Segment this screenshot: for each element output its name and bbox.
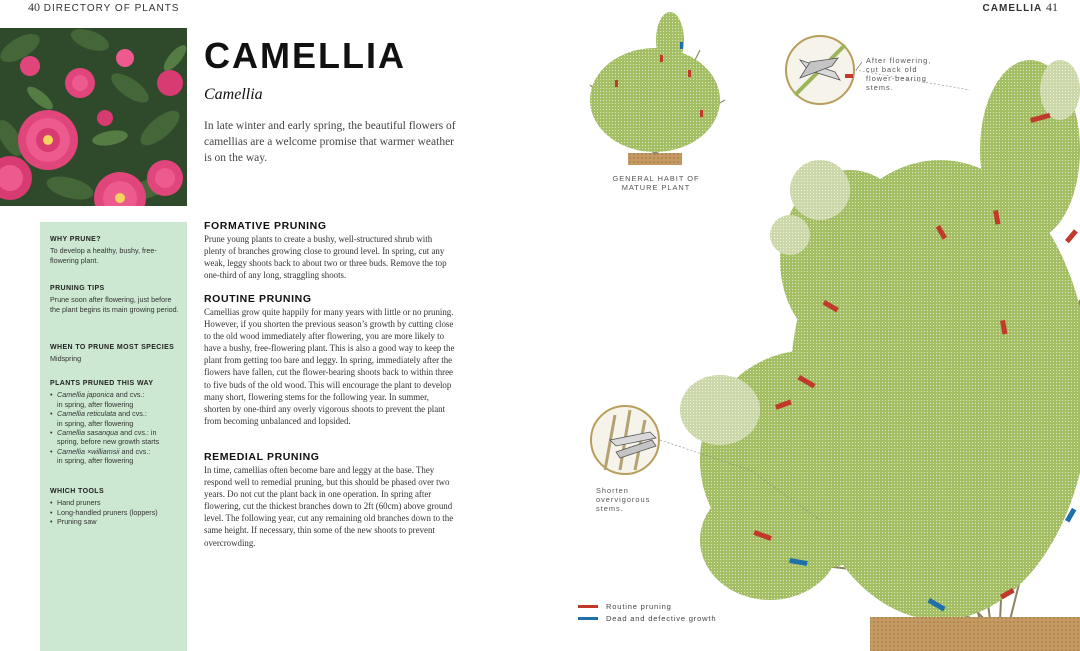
list-item: • Hand pruners bbox=[50, 498, 182, 507]
shrub-foliage bbox=[680, 60, 1080, 620]
after-flowering-detail bbox=[786, 36, 862, 104]
species-name: Camellia sasanqua bbox=[57, 428, 119, 438]
species-name: Camellia japonica bbox=[57, 390, 114, 400]
species-name: Camellia reticulata bbox=[57, 409, 117, 419]
legend-label: Routine pruning bbox=[606, 601, 672, 611]
when-to-prune-text: Midspring bbox=[50, 354, 82, 364]
habit-caption: GENERAL HABIT OF MATURE PLANT bbox=[612, 174, 700, 192]
species-suffix: and cvs.: in bbox=[118, 428, 157, 438]
shorten-detail bbox=[591, 406, 659, 474]
shrub-illustration-art bbox=[560, 0, 1080, 651]
species-detail: in spring, after flowering bbox=[57, 456, 134, 466]
why-prune-text: To develop a healthy, bushy, free-flowering plant. bbox=[50, 246, 157, 265]
routine-pruning-heading: ROUTINE PRUNING bbox=[204, 293, 312, 305]
plants-pruned-list bbox=[50, 390, 182, 465]
list-item: • Pruning saw bbox=[50, 517, 182, 526]
remedial-pruning-heading: REMEDIAL PRUNING bbox=[204, 451, 320, 463]
why-prune-section bbox=[50, 235, 182, 265]
routine-swatch bbox=[578, 605, 598, 608]
legend-label: Dead and defective growth bbox=[606, 613, 717, 623]
pruning-illustration bbox=[560, 0, 1080, 651]
list-item bbox=[50, 390, 182, 409]
species-name: Camellia ×williamsii bbox=[57, 446, 120, 456]
species-detail: spring, before new growth starts bbox=[57, 437, 160, 447]
camellia-photo bbox=[0, 28, 187, 206]
left-page-number: 40 bbox=[28, 0, 40, 14]
species-detail: in spring, after flowering bbox=[57, 399, 134, 409]
legend-item-defective bbox=[578, 612, 716, 624]
left-running-title: DIRECTORY OF PLANTS bbox=[43, 3, 180, 14]
formative-pruning-heading: FORMATIVE PRUNING bbox=[204, 220, 327, 232]
species-suffix: and cvs.: bbox=[119, 446, 151, 456]
plants-pruned-heading: PLANTS PRUNED THIS WAY bbox=[50, 380, 154, 387]
pruning-tips-text: Prune soon after flowering, just before the plant begins its main growing period. bbox=[50, 295, 179, 314]
when-to-prune-heading: WHEN TO PRUNE MOST SPECIES bbox=[50, 344, 175, 351]
defective-swatch bbox=[578, 617, 598, 620]
species-suffix: and cvs.: bbox=[116, 409, 147, 419]
plant-latin-name: Camellia bbox=[204, 86, 263, 103]
soil-base bbox=[870, 617, 1080, 651]
list-item bbox=[50, 409, 182, 428]
list-item bbox=[50, 428, 182, 447]
plant-intro: In late winter and early spring, the beautiful flowers of camellias are a welcome promise that warmer weather is on the way. bbox=[204, 120, 456, 164]
pruning-legend bbox=[578, 600, 716, 624]
legend-item-routine bbox=[578, 600, 716, 612]
plants-pruned-section bbox=[50, 379, 182, 466]
formative-pruning-body: Prune young plants to create a bushy, well-structured shrub with plenty of branches growing close to ground level. In spring, cut any weak, leggy shoots back to about two or three buds. Remove the top one-third of any long, straggling shoots. bbox=[204, 234, 447, 281]
why-prune-heading: WHY PRUNE? bbox=[50, 236, 101, 243]
routine-pruning-body: Camellias grow quite happily for many years with little or no pruning. However, if you shorten the previous season’s growth by cutting close to the old wood immediately after flowering, you are more likely to have a bushy, free-flowering plant. This is also a good way to keep the plant from getting too bare and leggy. In spring, immediately after the flowers have fallen, cut the flower-bearing shoots back to within three to five buds of the old wood. This will encourage the plant to develop many short, flowering stems for the following year. In summer, shorten by one-third any overly vigorous shoots to prevent the plant from becoming unbalanced and lopsided. bbox=[204, 307, 455, 426]
plant-title: CAMELLIA bbox=[204, 35, 406, 76]
pruning-tips-section bbox=[50, 284, 182, 314]
list-item bbox=[50, 447, 182, 466]
right-running-title: CAMELLIA bbox=[982, 3, 1043, 14]
shorten-caption: Shorten overvigorous stems. bbox=[596, 486, 651, 513]
info-sidebar bbox=[40, 222, 187, 651]
when-to-prune-section bbox=[50, 343, 182, 364]
remedial-pruning-body: In time, camellias often become bare and leggy at the base. They respond well to remedial pruning, but this should be phased over two years. Do not cut the plant back in one operation. In spring after flowering, cut the thickest branches down to 2ft (60cm) above ground level. The following year, cut any remaining old branches down to the same height. If necessary, thin some of the new shoots to prevent overcrowding. bbox=[204, 465, 454, 548]
habit-sketch bbox=[590, 12, 725, 165]
camellia-photo-art bbox=[0, 28, 187, 206]
which-tools-list bbox=[50, 498, 182, 526]
which-tools-section bbox=[50, 487, 182, 527]
pruning-tips-heading: PRUNING TIPS bbox=[50, 285, 105, 292]
which-tools-heading: WHICH TOOLS bbox=[50, 488, 105, 495]
left-folio bbox=[28, 0, 179, 15]
species-detail: in spring, after flowering bbox=[57, 418, 134, 428]
species-suffix: and cvs.: bbox=[113, 390, 145, 400]
list-item: • Long-handled pruners (loppers) bbox=[50, 508, 182, 517]
right-page-number: 41 bbox=[1046, 0, 1058, 14]
after-flowering-caption: After flowering, cut back old flower-bearing stems. bbox=[866, 56, 932, 92]
